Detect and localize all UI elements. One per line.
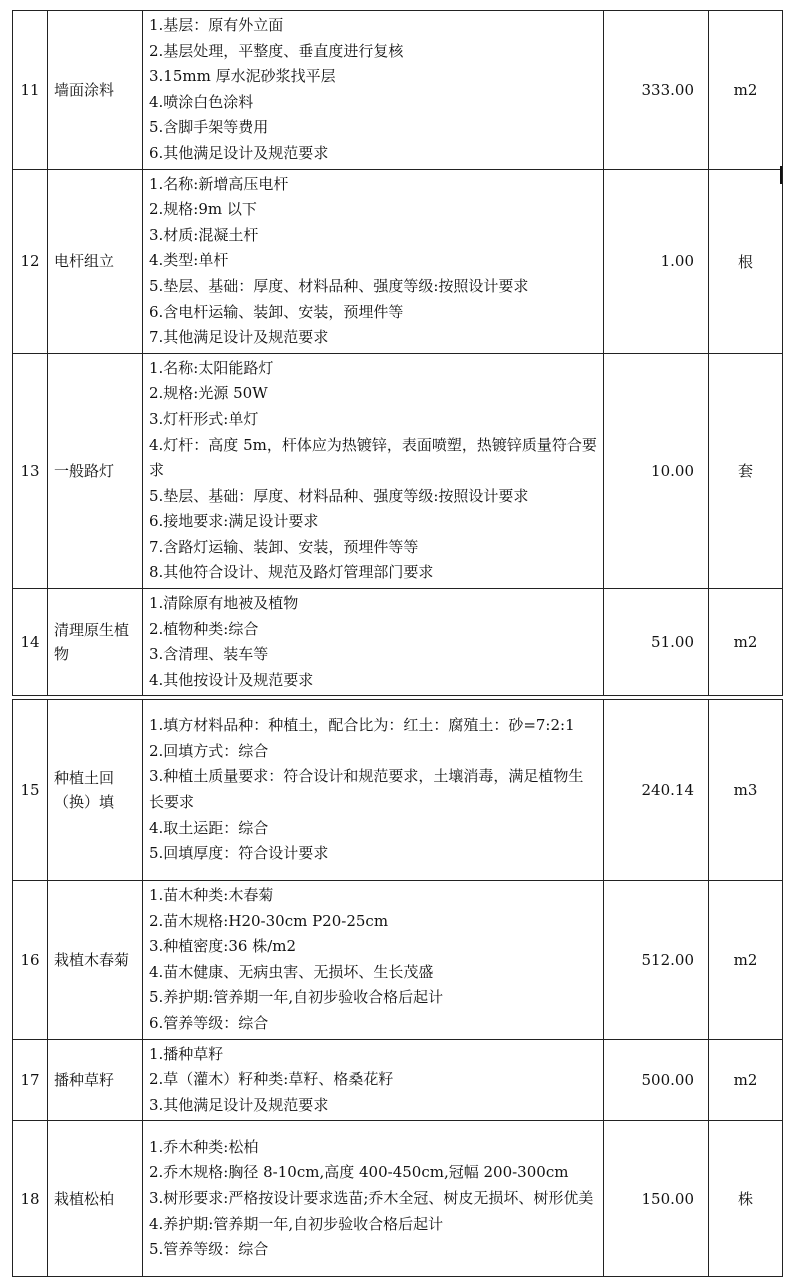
margin-mark <box>780 166 782 184</box>
item-description <box>143 353 604 588</box>
item-unit: m2 <box>709 11 783 170</box>
item-number: 14 <box>13 589 48 696</box>
table-row <box>13 353 783 588</box>
item-unit: m2 <box>709 589 783 696</box>
item-unit: m2 <box>709 881 783 1040</box>
item-number: 11 <box>13 11 48 170</box>
description-line: 3.灯杆形式:单灯 <box>149 409 259 428</box>
description-line: 4.苗木健康、无病虫害、无损坏、生长茂盛 <box>149 962 434 981</box>
item-description <box>143 11 604 170</box>
item-name: 墙面涂料 <box>48 11 143 170</box>
description-line: 5.回填厚度：符合设计要求 <box>149 844 329 863</box>
description-line: 4.喷涂白色涂料 <box>149 92 254 111</box>
item-number: 17 <box>13 1039 48 1121</box>
description-line: 2.植物种类:综合 <box>149 619 259 638</box>
item-unit: 套 <box>709 353 783 588</box>
item-number: 12 <box>13 169 48 353</box>
item-name: 播种草籽 <box>48 1039 143 1121</box>
item-quantity: 51.00 <box>604 589 709 696</box>
item-name: 栽植松柏 <box>48 1121 143 1277</box>
description-line: 2.草（灌木）籽种类:草籽、格桑花籽 <box>149 1070 394 1089</box>
description-line: 1.名称:新增高压电杆 <box>149 174 289 193</box>
description-line: 1.乔木种类:松柏 <box>149 1137 259 1156</box>
table-row <box>13 11 783 170</box>
item-unit: m2 <box>709 1039 783 1121</box>
description-line: 3.15mm 厚水泥砂浆找平层 <box>149 67 336 86</box>
description-line: 1.填方材料品种：种植土，配合比为：红土：腐殖土：砂=7:2:1 <box>149 716 575 735</box>
description-line: 1.播种草籽 <box>149 1044 224 1063</box>
description-line: 5.垫层、基础：厚度、材料品种、强度等级:按照设计要求 <box>149 486 529 505</box>
item-name: 种植土回（换）填 <box>48 700 143 881</box>
description-line: 2.苗木规格:H20-30cm P20-25cm <box>149 911 389 930</box>
description-line: 2.乔木规格:胸径 8-10cm,高度 400-450cm,冠幅 200-300cm <box>149 1163 569 1182</box>
description-line: 1.清除原有地被及植物 <box>149 594 299 613</box>
item-description <box>143 881 604 1040</box>
item-quantity: 500.00 <box>604 1039 709 1121</box>
description-line: 1.名称:太阳能路灯 <box>149 358 274 377</box>
item-name: 电杆组立 <box>48 169 143 353</box>
description-line: 5.管养等级：综合 <box>149 1240 269 1259</box>
item-description <box>143 169 604 353</box>
item-description <box>143 700 604 881</box>
item-quantity: 10.00 <box>604 353 709 588</box>
table-row <box>13 1039 783 1121</box>
item-unit: 株 <box>709 1121 783 1277</box>
item-quantity: 150.00 <box>604 1121 709 1277</box>
description-line: 4.灯杆：高度 5m，杆体应为热镀锌，表面喷塑，热镀锌质量符合要求 <box>149 435 597 480</box>
item-quantity: 333.00 <box>604 11 709 170</box>
description-line: 5.养护期:管养期一年,自初步验收合格后起计 <box>149 988 444 1007</box>
description-line: 3.种植密度:36 株/m2 <box>149 937 297 956</box>
description-line: 1.基层：原有外立面 <box>149 16 284 34</box>
bill-table-bottom <box>12 699 783 1277</box>
description-line: 3.材质:混凝土杆 <box>149 225 259 244</box>
description-line: 2.回填方式：综合 <box>149 741 269 760</box>
description-line: 4.类型:单杆 <box>149 251 229 270</box>
description-line: 7.含路灯运输、装卸、安装，预埋件等等 <box>149 537 419 556</box>
item-name: 清理原生植物 <box>48 589 143 696</box>
table-row <box>13 881 783 1040</box>
item-description <box>143 589 604 696</box>
description-line: 6.含电杆运输、装卸、安装，预埋件等 <box>149 302 404 321</box>
description-line: 2.基层处理，平整度、垂直度进行复核 <box>149 41 404 60</box>
item-number: 15 <box>13 700 48 881</box>
description-line: 8.其他符合设计、规范及路灯管理部门要求 <box>149 563 434 582</box>
description-line: 2.规格:9m 以下 <box>149 200 257 219</box>
table-row <box>13 1121 783 1277</box>
table-row <box>13 589 783 696</box>
description-line: 6.接地要求:满足设计要求 <box>149 512 319 531</box>
item-unit: 根 <box>709 169 783 353</box>
description-line: 3.树形要求:严格按设计要求选苗;乔木全冠、树皮无损坏、树形优美 <box>149 1189 594 1208</box>
item-description <box>143 1039 604 1121</box>
item-quantity: 1.00 <box>604 169 709 353</box>
item-quantity: 512.00 <box>604 881 709 1040</box>
item-unit: m3 <box>709 700 783 881</box>
description-line: 5.含脚手架等费用 <box>149 118 269 137</box>
description-line: 6.管养等级：综合 <box>149 1013 269 1032</box>
item-number: 13 <box>13 353 48 588</box>
description-line: 4.养护期:管养期一年,自初步验收合格后起计 <box>149 1214 444 1233</box>
description-line: 4.取土运距：综合 <box>149 818 269 837</box>
table-row <box>13 169 783 353</box>
item-name: 一般路灯 <box>48 353 143 588</box>
bill-table-top <box>12 10 783 696</box>
description-line: 3.其他满足设计及规范要求 <box>149 1095 329 1114</box>
description-line: 6.其他满足设计及规范要求 <box>149 143 329 162</box>
description-line: 1.苗木种类:木春菊 <box>149 886 274 904</box>
table-row <box>13 700 783 881</box>
description-line: 4.其他按设计及规范要求 <box>149 670 314 689</box>
item-quantity: 240.14 <box>604 700 709 881</box>
item-name: 栽植木春菊 <box>48 881 143 1040</box>
item-number: 18 <box>13 1121 48 1277</box>
description-line: 3.种植土质量要求：符合设计和规范要求，土壤消毒，满足植物生长要求 <box>149 767 584 811</box>
description-line: 3.含清理、装车等 <box>149 645 269 664</box>
description-line: 7.其他满足设计及规范要求 <box>149 328 329 347</box>
item-description <box>143 1121 604 1277</box>
description-line: 2.规格:光源 50W <box>149 384 268 403</box>
description-line: 5.垫层、基础：厚度、材料品种、强度等级:按照设计要求 <box>149 276 529 295</box>
item-number: 16 <box>13 881 48 1040</box>
